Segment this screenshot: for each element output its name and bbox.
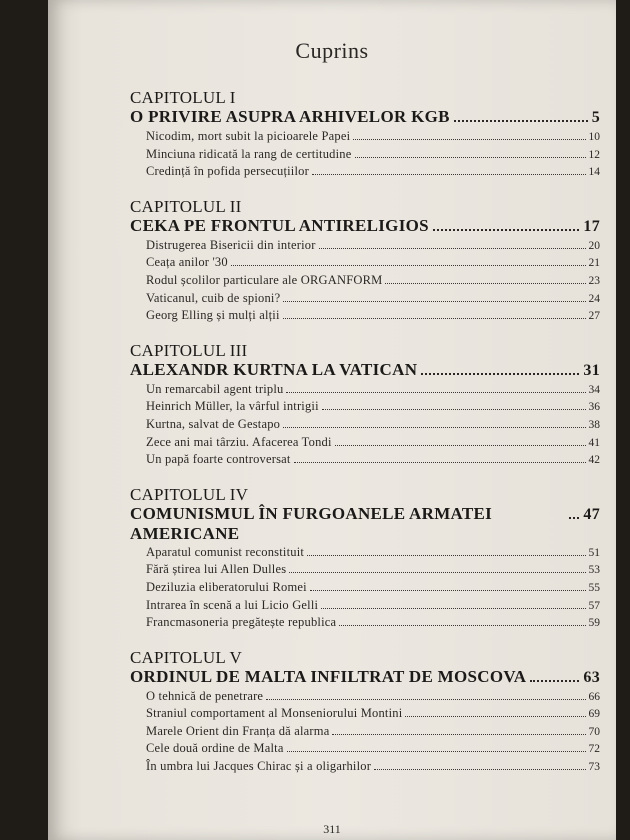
chapter-title-row [130,216,600,237]
leader-dots [283,427,585,428]
section-title: Deziluzia eliberatorului Romei [146,579,307,594]
section-page: 66 [588,690,600,703]
section-page: 70 [588,725,600,738]
section-entry [130,307,600,325]
leader-dots [312,174,586,175]
section-entry [130,451,600,469]
section-page: 38 [588,418,600,431]
section-page: 59 [588,617,600,630]
section-entry [130,597,600,615]
section-page: 34 [588,383,600,396]
leader-dots [286,392,585,393]
chapter-label: CAPITOLUL V [130,647,242,667]
section-page: 24 [588,292,600,305]
section-page: 14 [588,166,600,179]
chapter-5 [130,648,600,776]
section-entry [130,272,600,290]
section-entry [130,398,600,416]
leader-dots [353,139,585,140]
section-entry [130,614,600,632]
leader-dots [355,157,586,158]
section-page: 10 [588,131,600,143]
section-title: Kurtna, salvat de Gestapo [146,416,281,431]
section-entry [130,128,600,146]
section-title: Un papă foarte controversat [146,452,291,467]
section-page: 73 [588,761,600,774]
leader-dots [266,699,585,700]
section-title: Nicodim, mort subit la picioarele Papei [146,129,351,143]
section-title: Zece ani mai târziu. Afacerea Tondi [146,434,332,449]
leader-dots [231,265,586,266]
leader-dots [530,680,579,682]
section-entry [130,237,600,255]
section-entry [130,705,600,723]
leader-dots [283,301,585,302]
chapter-title: ORDINUL DE MALTA INFILTRAT DE MOSCOVA [130,666,527,686]
section-title: Intrarea în scenă a lui Licio Gelli [146,597,319,612]
leader-dots [322,409,586,410]
leader-dots [339,625,585,626]
section-title: Minciuna ridicată la rang de certitudine [146,146,352,161]
section-title: Straniul comportament al Monseniorului Montini [146,706,403,721]
chapter-title: ALEXANDR KURTNA LA VATICAN [130,359,418,379]
section-title: Credință în pofida persecuțiilor [146,164,309,179]
section-entry [130,254,600,272]
section-title: Georg Elling și mulți alții [146,308,280,323]
chapter-title: O PRIVIRE ASUPRA ARHIVELOR KGB [130,107,450,126]
section-title: Fără știrea lui Allen Dulles [146,562,287,577]
section-title: Vaticanul, cuib de spioni? [146,290,281,305]
chapter-title: COMUNISMUL ÎN FURGOANELE ARMATEI AMERICANE [130,503,493,543]
leader-dots [433,229,580,231]
leader-dots [289,572,585,573]
chapter-page: 31 [583,361,600,379]
section-title: În umbra lui Jacques Chirac și a oligarhilor [146,759,372,774]
chapter-3 [130,341,600,469]
section-title: Un remarcabil agent triplu [146,381,284,396]
chapter-page: 63 [583,668,600,686]
section-title: Francmasoneria pregătește republica [146,615,337,630]
section-page: 53 [588,564,600,577]
section-page: 55 [588,581,600,594]
section-entry [130,434,600,452]
leader-dots [319,248,586,249]
chapter-label: CAPITOLUL IV [130,484,249,504]
section-title: Heinrich Müller, la vârful intrigii [146,399,319,414]
leader-dots [454,120,588,122]
section-title: Aparatul comunist reconstituit [146,544,305,559]
chapter-title-row [130,107,600,128]
section-entry [130,146,600,164]
table-of-contents [130,88,600,792]
section-page: 27 [588,310,600,323]
section-title: Rodul școlilor particulare ale ORGANFORM [146,272,383,287]
section-entry [130,163,600,181]
section-entry [130,561,600,579]
leader-dots [307,555,585,556]
section-title: Ceața anilor '30 [146,255,228,270]
chapter-title-row [130,360,600,381]
chapter-page: 5 [591,109,600,126]
section-page: 57 [588,599,600,612]
section-title: Cele două ordine de Malta [146,741,284,756]
section-page: 41 [588,436,600,449]
section-entry [130,688,600,706]
section-entry [130,544,600,562]
chapter-label: CAPITOLUL II [130,196,242,216]
section-entry [130,290,600,308]
chapter-label: CAPITOLUL I [130,88,236,107]
chapter-title: CEKA PE FRONTUL ANTIRELIGIOS [130,215,429,235]
section-entry [130,416,600,434]
leader-dots [335,445,586,446]
section-page: 20 [588,239,600,252]
section-page: 72 [588,743,600,756]
chapter-4 [130,485,600,632]
leader-dots [374,769,585,770]
chapter-page: 17 [583,217,600,235]
leader-dots [385,283,585,284]
section-title: Marele Orient din Franța dă alarma [146,723,330,738]
section-title: O tehnică de penetrare [146,688,264,703]
leader-dots [321,608,585,609]
book-page [48,0,616,840]
section-page: 42 [588,454,600,467]
section-page: 69 [588,708,600,721]
section-page: 23 [588,274,600,287]
leader-dots [294,462,586,463]
leader-dots [287,751,586,752]
section-page: 12 [588,148,600,161]
chapter-title-row [130,667,600,688]
section-entry [130,740,600,758]
chapter-label: CAPITOLUL III [130,340,248,360]
section-entry [130,723,600,741]
leader-dots [405,716,585,717]
leader-dots [421,373,579,375]
page-number: 311 [323,822,341,836]
chapter-title-row [130,504,600,544]
section-page: 51 [588,546,600,559]
section-page: 36 [588,401,600,414]
section-title: Distrugerea Bisericii din interior [146,237,316,252]
leader-dots [310,590,586,591]
chapter-1 [130,88,600,181]
chapter-page: 47 [583,505,600,523]
section-entry [130,579,600,597]
leader-dots [332,734,585,735]
chapter-2 [130,197,600,325]
leader-dots [283,318,586,319]
section-entry [130,758,600,776]
section-entry [130,381,600,399]
page-heading: Cuprins [295,38,369,63]
leader-dots [569,517,579,519]
section-page: 21 [588,257,600,270]
